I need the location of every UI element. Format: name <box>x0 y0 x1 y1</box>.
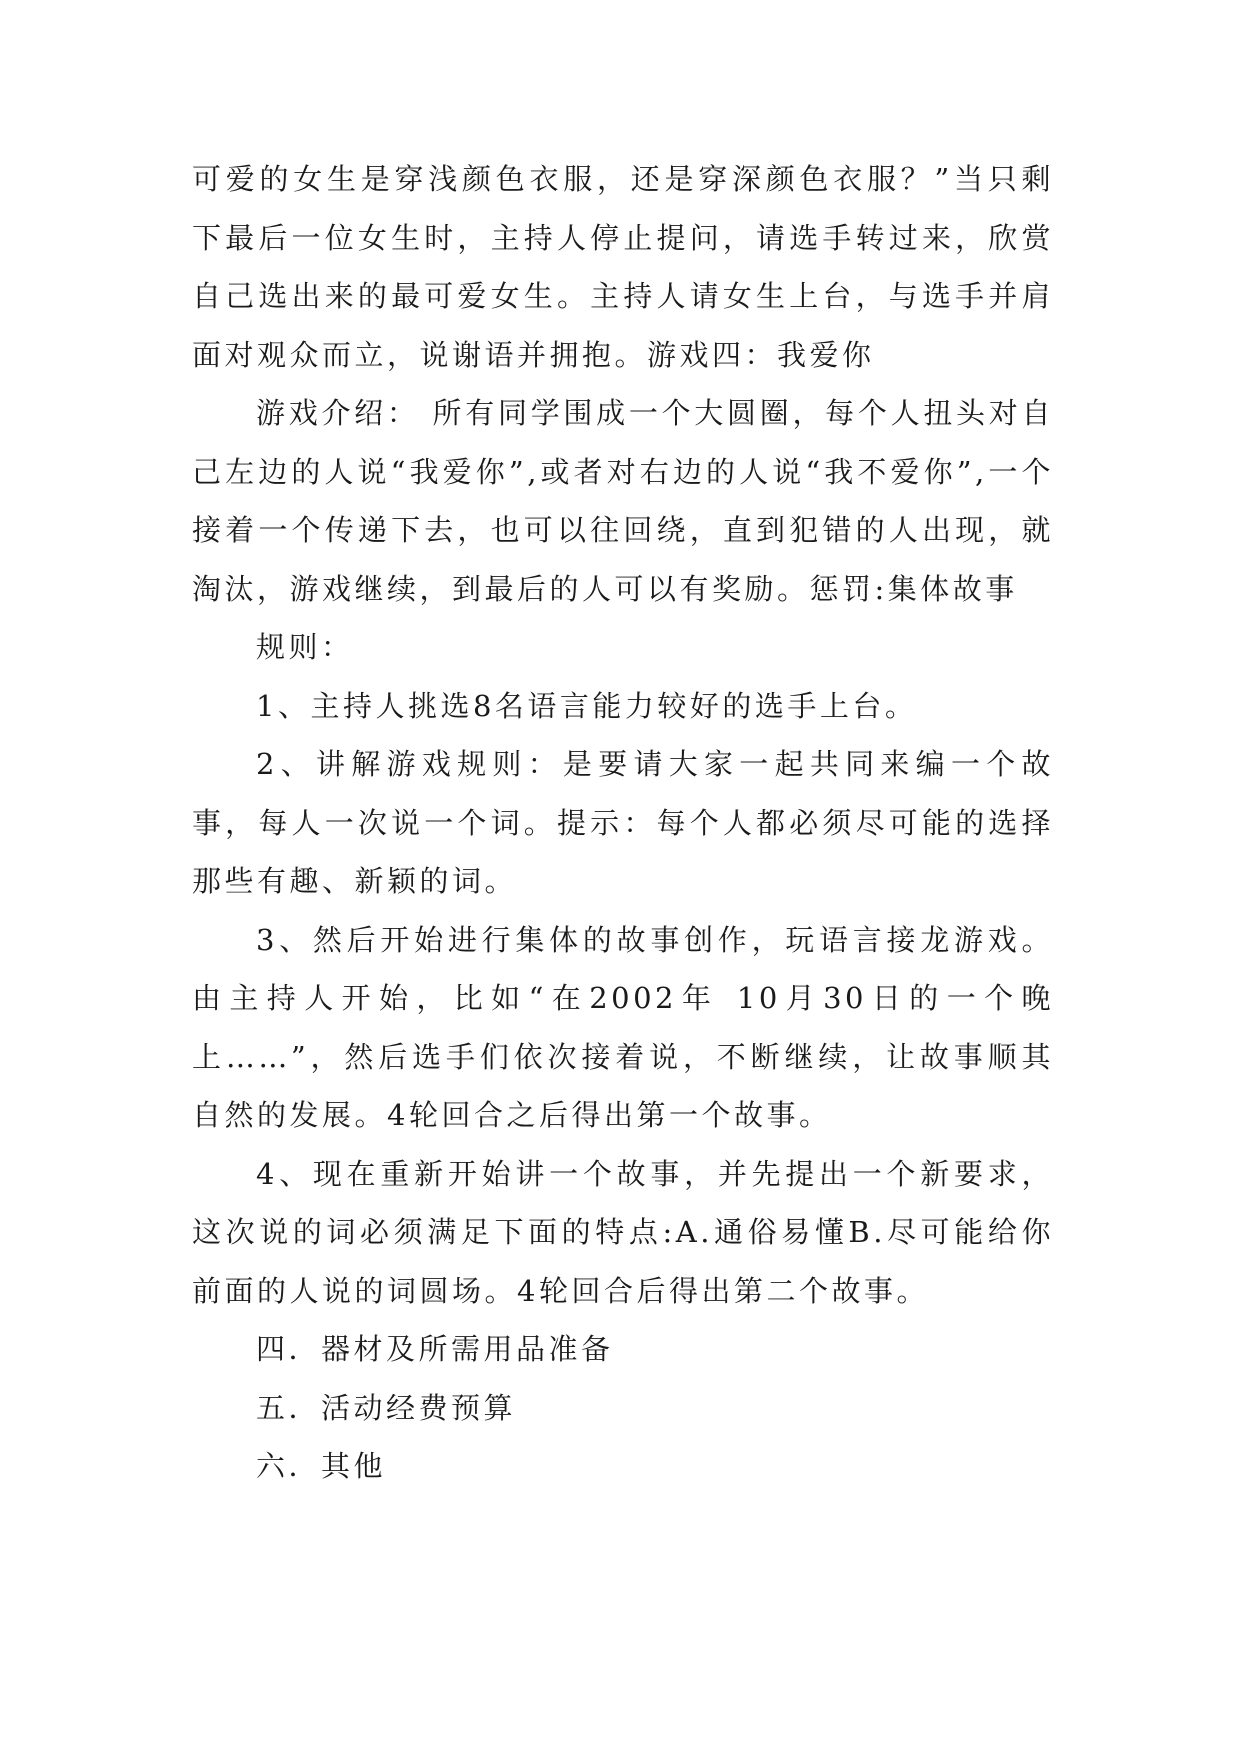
paragraph-game-four-intro: 可爱的女生是穿浅颜色衣服，还是穿深颜色衣服？”当只剩下最后一位女生时，主持人停止提问，请选手转过来，欣赏自己选出来的最可爱女生。主持人请女生上台，与选手并肩面对观众而立，说谢语并拥抱。游戏四：我爱你 <box>192 162 1054 372</box>
document-page <box>192 150 1054 1496</box>
section-heading-other: 六．其他 <box>256 1449 387 1483</box>
paragraph-rule-3: 3、然后开始进行集体的故事创作，玩语言接龙游戏。由主持人开始，比如“在2002年 10月30日的一个晚上……”，然后选手们依次接着说，不断继续，让故事顺其自然的发展。4轮回合之后得出第一个故事。 <box>192 922 1054 1132</box>
paragraph-rule-1: 1、主持人挑选8名语言能力较好的选手上台。 <box>256 688 918 723</box>
paragraph-rule-2: 2、讲解游戏规则：是要请大家一起共同来编一个故事，每人一次说一个词。提示：每个人都必须尽可能的选择那些有趣、新颖的词。 <box>192 747 1054 898</box>
paragraph-game-description: 游戏介绍： 所有同学围成一个大圆圈，每个人扭头对自己左边的人说“我爱你”,或者对右边的人说“我不爱你”,一个接着一个传递下去，也可以往回绕，直到犯错的人出现，就淘汰，游戏继续，到最后的人可以有奖励。惩罚:集体故事 <box>192 396 1054 606</box>
section-heading-equipment: 四．器材及所需用品准备 <box>256 1332 614 1366</box>
section-heading-budget: 五．活动经费预算 <box>256 1390 517 1425</box>
paragraph-rules-heading: 规则： <box>256 630 354 664</box>
paragraph-rule-4: 4、现在重新开始讲一个故事，并先提出一个新要求，这次说的词必须满足下面的特点:A.通俗易懂B.尽可能给你前面的人说的词圆场。4轮回合后得出第二个故事。 <box>192 1156 1054 1308</box>
